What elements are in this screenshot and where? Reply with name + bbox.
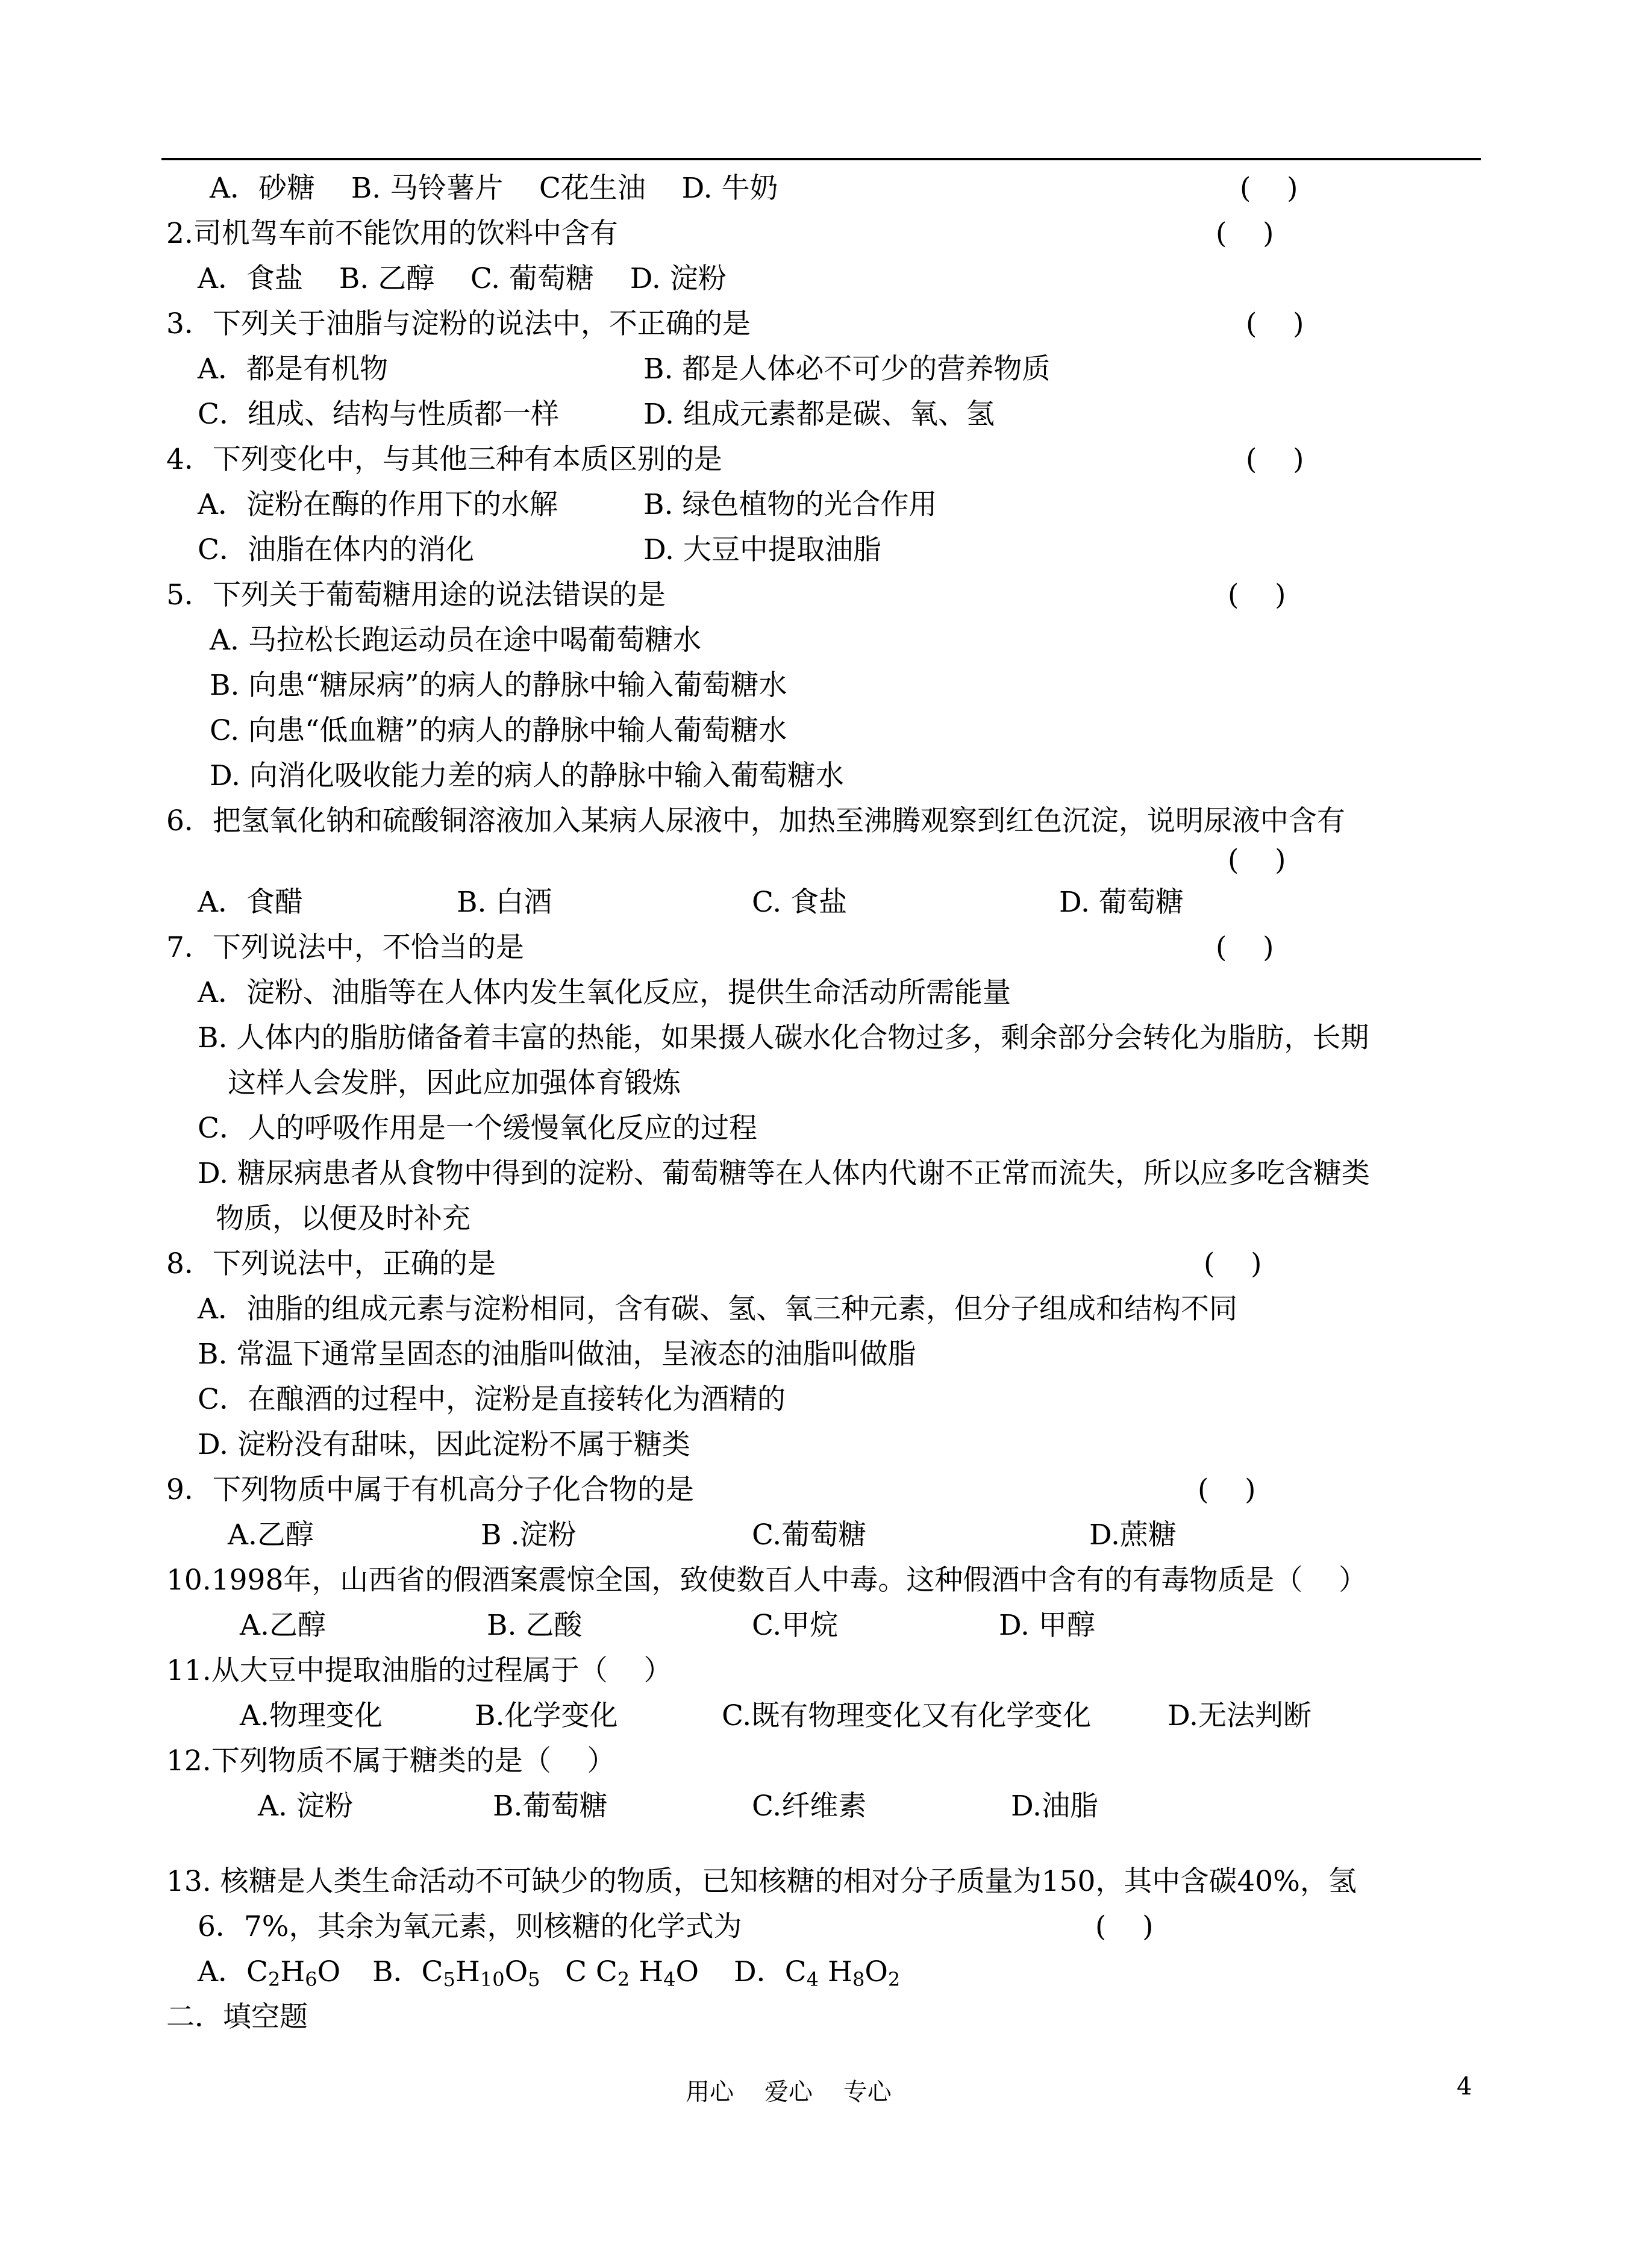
question-8: 8．下列说法中，正确的是 <box>166 1247 496 1280</box>
question-12: 12.下列物质不属于糖类的是（ ） <box>166 1744 616 1778</box>
q11-option-d: D.无法判断 <box>1168 1699 1311 1732</box>
q2-options: A．食盐 B. 乙醇 C. 葡萄糖 D. 淀粉 <box>198 262 727 295</box>
section-heading-fill-in: 二．填空题 <box>166 2000 308 2034</box>
q6-option-b: B. 白酒 <box>457 886 552 919</box>
answer-paren: ( ) <box>1216 217 1274 250</box>
q9-option-a: A.乙醇 <box>228 1518 314 1552</box>
q11-option-a: A.物理变化 <box>240 1699 383 1732</box>
answer-paren: ( ) <box>1246 307 1304 340</box>
question-10: 10.1998年，山西省的假酒案震惊全国，致使数百人中毒。这种假酒中含有的有毒物质是（ ） <box>166 1564 1368 1597</box>
q10-option-b: B. 乙酸 <box>487 1609 583 1642</box>
q11-option-c: C.既有物理变化又有化学变化 <box>722 1699 1092 1732</box>
answer-paren: ( ) <box>1240 172 1298 205</box>
q6-option-c: C. 食盐 <box>752 886 848 919</box>
question-5: 5．下列关于葡萄糖用途的说法错误的是 <box>166 578 666 612</box>
q7-option-b-cont: 这样人会发胖，因此应加强体育锻炼 <box>228 1067 681 1100</box>
q7-option-d: D. 糖尿病患者从食物中得到的淀粉、葡萄糖等在人体内代谢不正常而流失，所以应多吃含糖类 <box>198 1157 1370 1190</box>
q6-option-d: D. 葡萄糖 <box>1059 886 1184 919</box>
q13-option-d: D．$C_4$ $H_8O_2$ <box>734 1955 901 1991</box>
question-7: 7．下列说法中，不恰当的是 <box>166 931 524 964</box>
q11-option-b: B.化学变化 <box>475 1699 618 1732</box>
question-13: 13. 核糖是人类生命活动不可缺少的物质，已知核糖的相对分子质量为150，其中含碳40%，氢 <box>166 1865 1357 1898</box>
q13-option-a: A．$C_2H_6O$ <box>198 1955 341 1991</box>
q13-option-b: B．$C_5H_{10}O_5$ <box>372 1955 540 1991</box>
q12-option-b: B.葡萄糖 <box>493 1790 608 1823</box>
q7-option-d-cont: 物质，以便及时补充 <box>216 1202 470 1235</box>
q3-option-a: A．都是有机物 <box>198 352 388 386</box>
header-rule <box>161 158 1481 160</box>
answer-paren: ( ) <box>1246 443 1304 476</box>
q4-option-d: D. 大豆中提取油脂 <box>643 533 881 566</box>
question-6: 6．把氢氧化钠和硫酸铜溶液加入某病人尿液中，加热至沸腾观察到红色沉淀，说明尿液中含有 <box>166 804 1345 838</box>
answer-paren: ( ) <box>1216 931 1274 964</box>
q9-option-c: C.葡萄糖 <box>752 1518 867 1552</box>
q12-option-d: D.油脂 <box>1011 1790 1098 1823</box>
q8-option-a: A．油脂的组成元素与淀粉相同，含有碳、氢、氧三种元素，但分子组成和结构不同 <box>198 1292 1237 1326</box>
question-4: 4．下列变化中，与其他三种有本质区别的是 <box>166 443 722 476</box>
q7-option-b: B. 人体内的脂肪储备着丰富的热能，如果摄人碳水化合物过多，剩余部分会转化为脂肪，长期 <box>198 1021 1369 1054</box>
q5-option-d: D. 向消化吸收能力差的病人的静脉中输入葡萄糖水 <box>210 759 844 792</box>
q7-option-a: A．淀粉、油脂等在人体内发生氧化反应，提供生命活动所需能量 <box>198 976 1011 1009</box>
q4-option-c: C．油脂在体内的消化 <box>198 533 474 566</box>
q10-option-d: D. 甲醇 <box>999 1609 1095 1642</box>
q3-option-d: D. 组成元素都是碳、氧、氢 <box>643 398 995 431</box>
q12-option-c: C.纤维素 <box>752 1790 867 1823</box>
question-9: 9．下列物质中属于有机高分子化合物的是 <box>166 1473 694 1506</box>
page-number: 4 <box>1457 2073 1472 2100</box>
q5-option-a: A. 马拉松长跑运动员在途中喝葡萄糖水 <box>210 624 701 657</box>
q8-option-c: C．在酿酒的过程中，淀粉是直接转化为酒精的 <box>198 1383 786 1416</box>
answer-paren: ( ) <box>1228 578 1286 612</box>
answer-paren: ( ) <box>1095 1910 1154 1943</box>
question-11: 11.从大豆中提取油脂的过程属于（ ） <box>166 1654 672 1687</box>
q9-option-b: B .淀粉 <box>481 1518 577 1552</box>
q3-option-b: B. 都是人体必不可少的营养物质 <box>643 352 1051 386</box>
q4-option-a: A．淀粉在酶的作用下的水解 <box>198 488 558 521</box>
q5-option-c: C. 向患“低血糖”的病人的静脉中输人葡萄糖水 <box>210 714 787 747</box>
q10-option-a: A.乙醇 <box>240 1609 326 1642</box>
q8-option-d: D. 淀粉没有甜味，因此淀粉不属于糖类 <box>198 1428 690 1461</box>
q3-option-c: C．组成、结构与性质都一样 <box>198 398 559 431</box>
answer-paren: ( ) <box>1228 844 1286 877</box>
footer-motto: 用心 爱心 专心 <box>686 2078 892 2106</box>
answer-paren: ( ) <box>1198 1473 1256 1506</box>
question-13-cont: 6．7%，其余为氧元素，则核糖的化学式为 <box>198 1910 742 1943</box>
q4-option-b: B. 绿色植物的光合作用 <box>643 488 937 521</box>
answer-paren: ( ) <box>1204 1247 1262 1280</box>
question-3: 3．下列关于油脂与淀粉的说法中，不正确的是 <box>166 307 751 340</box>
q7-option-c: C．人的呼吸作用是一个缓慢氧化反应的过程 <box>198 1112 757 1145</box>
q13-option-c: C $C_2$ $H_4O$ <box>565 1955 699 1991</box>
q1-options: A．砂糖 B. 马铃薯片 C花生油 D. 牛奶 <box>210 172 778 205</box>
q12-option-a: A. 淀粉 <box>258 1790 353 1823</box>
q8-option-b: B. 常温下通常呈固态的油脂叫做油，呈液态的油脂叫做脂 <box>198 1338 916 1371</box>
question-2: 2.司机驾车前不能饮用的饮料中含有 <box>166 217 618 250</box>
q10-option-c: C.甲烷 <box>752 1609 839 1642</box>
q6-option-a: A．食醋 <box>198 886 303 919</box>
q9-option-d: D.蔗糖 <box>1089 1518 1177 1552</box>
q5-option-b: B. 向患“糖尿病”的病人的静脉中输入葡萄糖水 <box>210 669 787 702</box>
